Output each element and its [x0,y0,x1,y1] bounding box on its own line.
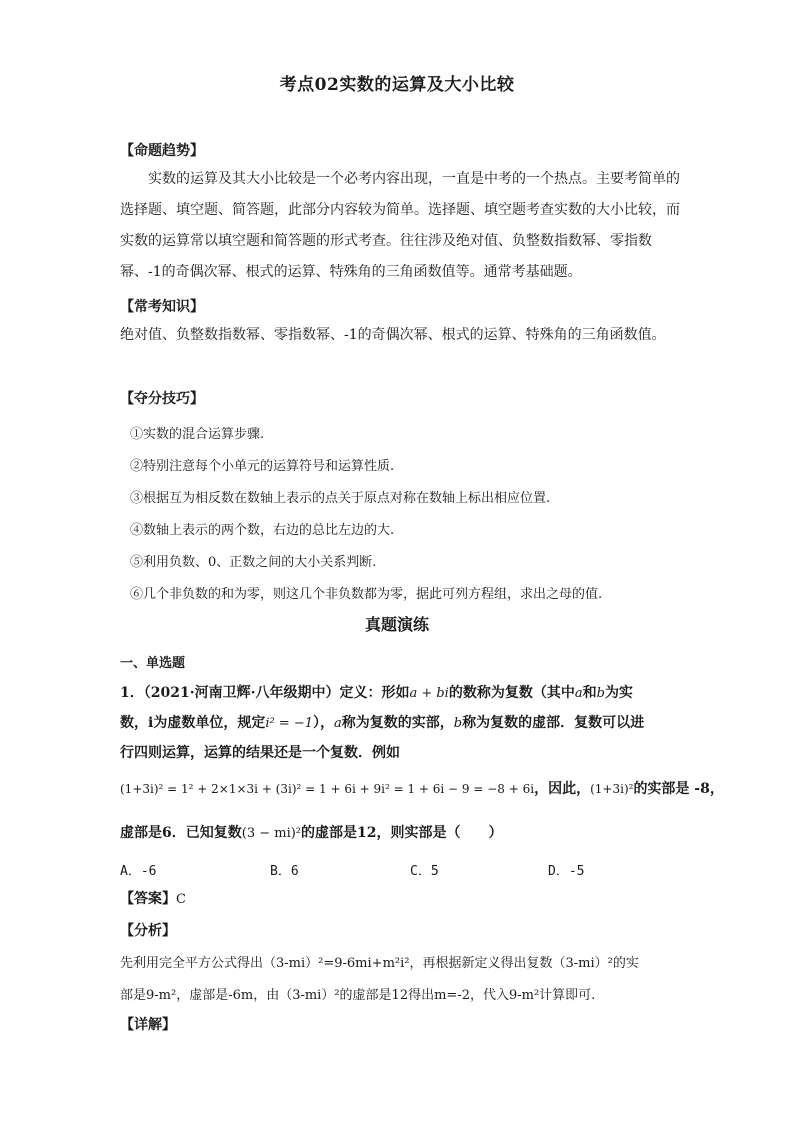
page-title: 考点02实数的运算及大小比较 [279,75,515,95]
question-line-4 [120,778,724,798]
var-b: b [596,686,605,701]
trend-tag: 【命题趋势】 [120,143,204,159]
skill-item: ②特别注意每个小单元的运算符号和运算性质. [130,459,395,474]
text: 的实部是 -8， [633,781,724,797]
text: 数，i为虚数单位，规定 [120,715,266,731]
analysis-line-2: 部是9-m²，虚部是-6m，由（3-mi）²的虚部是12得出m=-2，代入9-m²计算即可. [120,988,596,1003]
text: 虚部是6．已知复数 [120,825,242,841]
skill-item: ⑥几个非负数的和为零，则这几个非负数都为零，据此可列方程组，求出之母的值. [130,587,603,602]
detail-tag [120,1014,176,1034]
formula: (3 − mi)² [241,826,302,841]
answer-row [120,888,186,908]
analysis-line-1: 先利用完全平方公式得出（3-mi）²=9-6mi+m²i²，再根据新定义得出复数（3-mi）²的实 [120,956,639,971]
text: 为实 [604,685,633,701]
text: 和 [582,685,597,701]
question-line-3: 行四则运算，运算的结果还是一个复数．例如 [120,745,400,761]
text: 称为复数的实部， [341,715,454,731]
formula: i² = −1 [265,716,314,731]
analysis-tag-text: 【分析】 [120,923,176,939]
answer-value: C [176,892,186,907]
trend-text: 实数的运算及其大小比较是一个必考内容出现，一直是中考的一个热点。主要考简单的选择题、填空题、简答题，此部分内容较为简单。选择题、填空题考查实数的大小比较，而实数的运算常以填空题和简答题的形式考查。往往涉及绝对值、负整数指数幂、零指数幂、-1的奇偶次幂、根式的运算、特殊角的三角函数值等。通常考基础题。 [120,171,680,280]
knowledge-section [120,296,680,351]
formula: a + bi [409,686,449,701]
answer-tag: 【答案】 [120,891,176,907]
knowledge-text: 绝对值、负整数指数幂、零指数幂、-1的奇偶次幂、根式的运算、特殊角的三角函数值。 [120,327,666,343]
knowledge-tag: 【常考知识】 [120,299,204,315]
skill-item: ①实数的混合运算步骤. [130,427,265,442]
option-c: C．5 [410,864,439,879]
var-a: a [574,686,583,701]
skill-item: ⑤利用负数、0、正数之间的大小关系判断. [130,555,377,570]
skills-tag: 【夺分技巧】 [120,391,204,407]
option-b: B．6 [270,864,299,879]
formula: (1+3i)² [590,782,634,796]
question-line-5 [120,822,503,842]
var-a: a [334,716,342,731]
trend-section [120,140,680,288]
text: ）， [313,715,335,731]
formula: (1+3i)² = 1² + 2×1×3i + (3i)² = 1 + 6i + 9i² = 1 + 6i − 9 = −8 + 6i [120,782,535,796]
detail-tag-text: 【详解】 [120,1017,176,1033]
section-title: 真题演练 [364,615,429,634]
skills-section [120,388,680,408]
text: 称为复数的虚部．复数可以进 [462,715,645,731]
text: 的数称为复数（其中 [448,685,575,701]
analysis-tag [120,920,176,940]
var-b: b [453,716,463,731]
skill-item: ③根据互为相反数在数轴上表示的点关于原点对称在数轴上标出相应位置. [130,491,551,506]
subsection-title: 一、单选题 [120,656,186,671]
text: 1．（2021·河南卫辉·八年级期中）定义：形如 [120,685,410,701]
question-line-2 [120,712,644,732]
text: 的虚部是12，则实部是（ ） [301,825,503,841]
skill-item: ④数轴上表示的两个数，右边的总比左边的大. [130,523,395,538]
question-line-1 [120,682,633,702]
option-a: A．-6 [120,864,157,879]
option-d: D．-5 [548,864,585,879]
text: ，因此， [534,781,591,797]
